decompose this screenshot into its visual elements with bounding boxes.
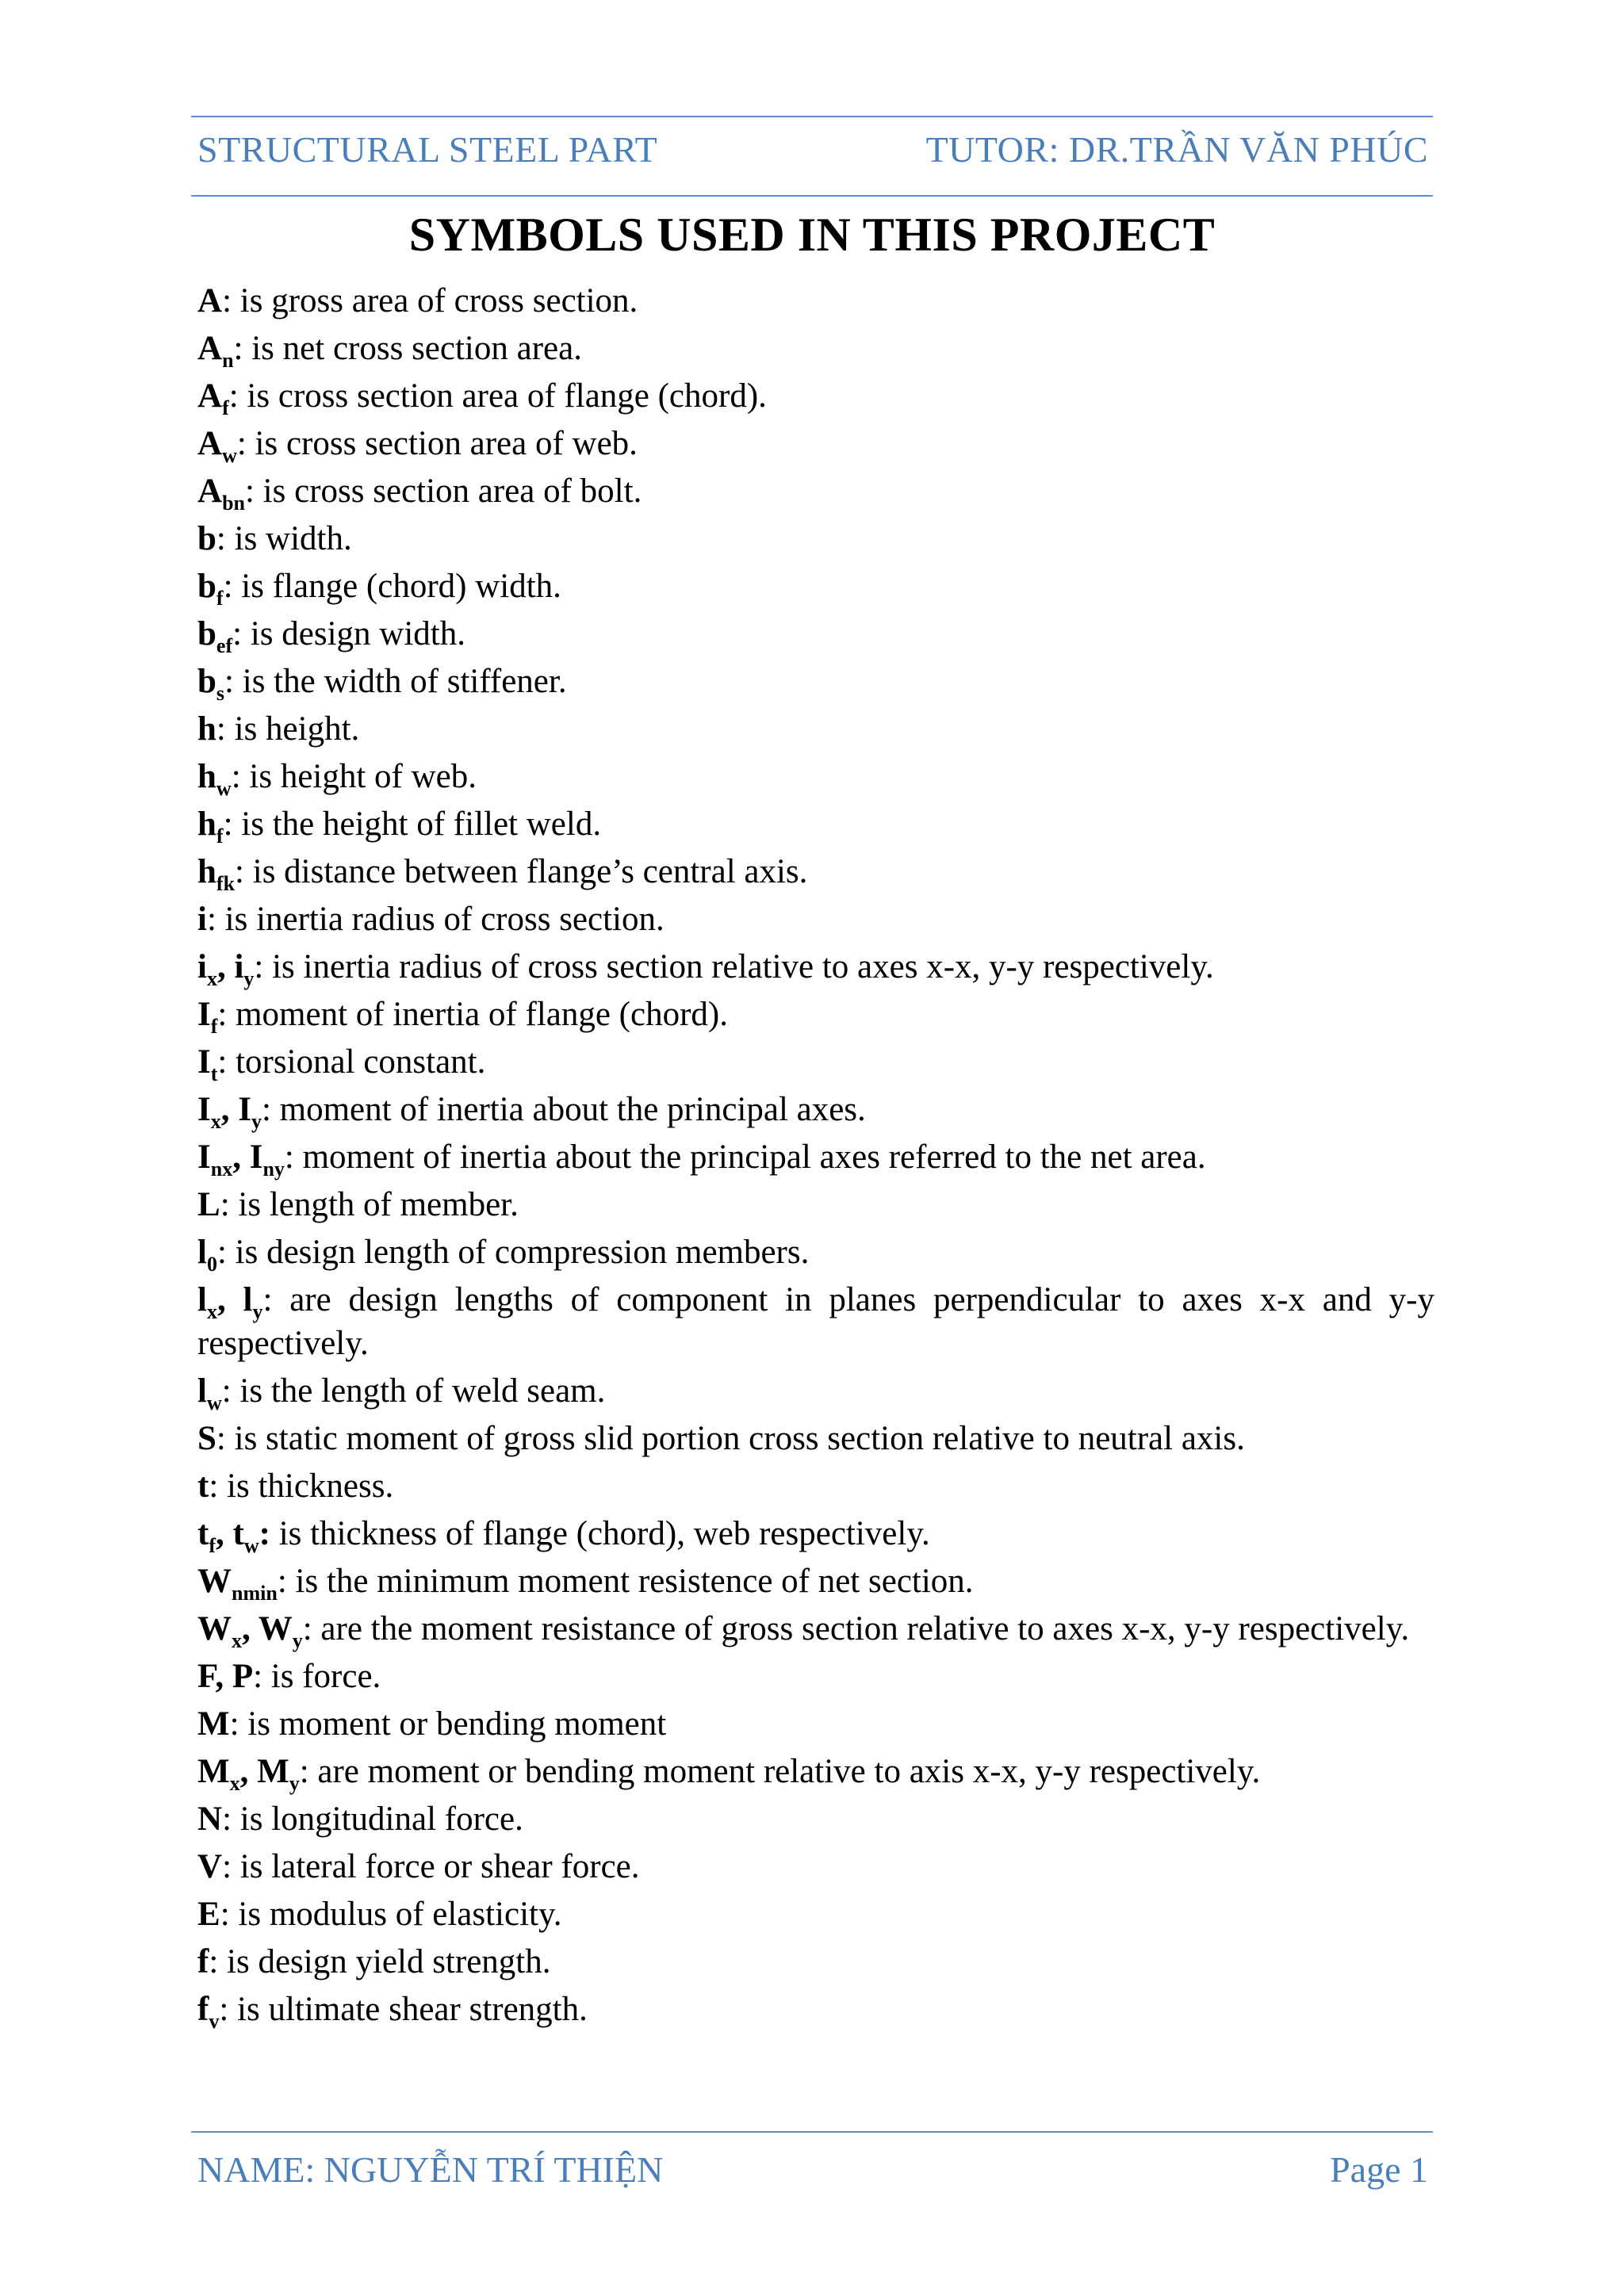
symbol-base: h [197, 853, 216, 890]
symbol-subscript: f [209, 1534, 216, 1557]
symbol-entry-tf-tw [197, 1512, 1434, 1556]
symbol-entry-l0 [197, 1230, 1434, 1274]
symbol-subscript: nmin [232, 1582, 278, 1605]
symbol-term [197, 1281, 263, 1323]
symbol-term [197, 758, 232, 800]
symbol-term [197, 1848, 222, 1885]
symbol-description: : are the moment resistance of gross section relative to axes x-x, y-y respectively. [302, 1610, 1410, 1647]
symbol-entry-E [197, 1892, 1434, 1936]
symbol-term [197, 425, 237, 467]
symbol-entry-Wnmin [197, 1559, 1434, 1603]
symbol-term [197, 948, 255, 990]
symbol-base: b [197, 615, 216, 652]
symbol-term [197, 520, 216, 557]
symbol-entry-t [197, 1464, 1434, 1508]
symbol-base: , l [216, 1281, 253, 1318]
symbol-subscript: f [216, 825, 224, 848]
symbol-base: h [197, 806, 216, 843]
symbol-base: l [197, 1372, 207, 1410]
symbol-base: I [197, 1043, 211, 1081]
symbol-description: : are moment or bending moment relative to axis x-x, y-y respectively. [299, 1753, 1261, 1790]
symbol-base: S [197, 1420, 216, 1457]
symbol-base: , I [232, 1138, 263, 1176]
symbol-description: : moment of inertia about the principal axes referred to the net area. [284, 1138, 1206, 1176]
symbol-subscript: x [232, 1629, 242, 1652]
symbol-description: : is design width. [232, 615, 465, 652]
symbol-base: i [197, 948, 207, 985]
symbol-base: h [197, 710, 216, 748]
symbol-base: E [197, 1896, 220, 1933]
symbol-base: N [197, 1800, 223, 1838]
symbol-entry-h [197, 707, 1434, 751]
symbol-subscript: y [292, 1629, 303, 1652]
symbol-base: A [197, 377, 223, 415]
symbol-subscript: w [206, 1391, 222, 1414]
symbol-entry-S [197, 1417, 1434, 1460]
header-top-rule [191, 116, 1433, 117]
symbol-base: V [197, 1848, 223, 1885]
symbol-entry-L [197, 1183, 1434, 1226]
symbol-entry-bef [197, 612, 1434, 656]
symbol-term [197, 282, 222, 320]
symbol-base: M [197, 1753, 230, 1790]
symbol-description: : moment of inertia about the principal axes. [261, 1091, 866, 1128]
symbol-subscript: x [206, 1300, 217, 1323]
symbol-description: : is cross section area of flange (chord). [228, 377, 767, 415]
symbol-base: l [197, 1281, 207, 1318]
symbol-term [197, 1800, 222, 1838]
symbol-term [197, 1658, 253, 1695]
symbol-subscript: t [210, 1062, 218, 1085]
symbol-entry-fv [197, 1988, 1434, 2031]
symbol-base: t [197, 1468, 209, 1505]
symbol-description: : is force. [253, 1658, 381, 1695]
symbol-term [197, 1991, 220, 2033]
symbol-description: : is the height of fillet weld. [223, 806, 602, 843]
symbol-description: : is longitudinal force. [222, 1800, 523, 1838]
symbol-subscript: w [222, 444, 237, 467]
symbol-term [197, 1043, 218, 1085]
header-tutor: TUTOR: DR.TRẦN VĂN PHÚC [925, 129, 1428, 170]
symbol-subscript: 0 [206, 1253, 217, 1276]
symbol-entry-V [197, 1845, 1434, 1888]
symbol-entry-It [197, 1040, 1434, 1084]
symbol-term [197, 710, 216, 748]
symbol-base: l [197, 1234, 207, 1271]
symbol-term [197, 377, 229, 419]
symbol-entry-Inx-Iny [197, 1135, 1434, 1179]
symbol-entry-hw [197, 755, 1434, 798]
symbol-entry-b [197, 517, 1434, 561]
symbol-entry-N [197, 1797, 1434, 1841]
symbol-entry-f [197, 1940, 1434, 1984]
symbol-subscript: ny [262, 1158, 285, 1181]
symbol-term [197, 1420, 216, 1457]
page-header [197, 128, 1428, 170]
symbol-description: : is gross area of cross section. [222, 282, 638, 320]
symbol-description: : is the minimum moment resistence of net section. [277, 1563, 974, 1600]
symbol-term [197, 1753, 300, 1795]
symbol-base: A [197, 330, 223, 367]
symbol-base: I [197, 996, 211, 1033]
symbol-description: : is height. [216, 710, 360, 748]
symbol-base: , I [220, 1091, 251, 1128]
symbol-entry-i [197, 897, 1434, 941]
symbol-term [197, 996, 218, 1038]
symbol-subscript: x [206, 967, 217, 990]
symbol-base: b [197, 663, 216, 700]
symbol-entry-Af [197, 374, 1434, 418]
symbol-base: f [197, 1991, 209, 2028]
symbol-base: L [197, 1186, 220, 1223]
symbol-base: b [197, 568, 216, 605]
symbol-term [197, 1610, 303, 1652]
symbol-description: : is thickness. [209, 1468, 394, 1505]
footer-student-name: NAME: NGUYỄN TRÍ THIỆN [197, 2149, 664, 2190]
symbol-subscript: ef [216, 634, 233, 657]
symbol-entry-Aw [197, 422, 1434, 465]
symbol-description: : is the width of stiffener. [224, 663, 567, 700]
symbol-base: I [197, 1138, 211, 1176]
symbol-term [197, 473, 245, 515]
symbol-base: W [197, 1610, 232, 1647]
footer-rule [191, 2131, 1433, 2133]
symbol-description: : is design yield strength. [209, 1943, 551, 1980]
symbol-description: : is cross section area of web. [236, 425, 638, 462]
symbol-description: : is net cross section area. [233, 330, 582, 367]
symbol-base: W [197, 1563, 232, 1600]
symbol-description: : is height of web. [231, 758, 477, 795]
symbol-term [197, 1943, 209, 1980]
symbol-entry-lw [197, 1369, 1434, 1413]
symbol-base: b [197, 520, 216, 557]
symbol-entry-If [197, 993, 1434, 1036]
symbol-description: : is length of member. [220, 1186, 519, 1223]
symbol-entry-hf [197, 802, 1434, 846]
symbol-term [197, 1468, 209, 1505]
symbol-term [197, 1186, 220, 1223]
symbol-subscript: y [289, 1772, 300, 1795]
symbol-base: : [259, 1515, 270, 1552]
symbol-subscript: s [216, 682, 225, 705]
symbol-description: : is design length of compression members. [216, 1234, 810, 1271]
symbol-description: : is the length of weld seam. [221, 1372, 606, 1410]
symbol-term [197, 1896, 220, 1933]
symbol-term [197, 853, 236, 895]
symbol-base: I [197, 1091, 211, 1128]
symbol-base: , W [242, 1610, 293, 1647]
symbol-base: A [197, 282, 223, 320]
symbol-subscript: fk [216, 872, 236, 895]
symbol-term [197, 330, 234, 372]
symbol-subscript: x [210, 1110, 221, 1133]
symbol-subscript: nx [210, 1158, 233, 1181]
symbol-subscript: y [251, 1110, 262, 1133]
symbol-term [197, 1563, 278, 1605]
symbol-description: : is moment or bending moment [229, 1705, 667, 1743]
header-bottom-rule [191, 195, 1433, 197]
symbol-subscript: f [222, 396, 229, 419]
symbol-term [197, 1234, 217, 1276]
symbol-term [197, 1515, 270, 1557]
symbol-base: h [197, 758, 216, 795]
symbol-term [197, 901, 207, 938]
symbol-term [197, 806, 224, 848]
symbol-entry-ix-iy [197, 945, 1434, 989]
symbol-description: : is lateral force or shear force. [222, 1848, 640, 1885]
footer-page-number: Page 1 [1330, 2149, 1428, 2190]
symbol-base: F, P [197, 1658, 254, 1695]
symbol-entry-Mx-My [197, 1750, 1434, 1793]
symbol-entry-An [197, 327, 1434, 370]
symbol-base: M [197, 1705, 230, 1743]
symbol-base: , M [239, 1753, 289, 1790]
symbol-description: : is modulus of elasticity. [220, 1896, 562, 1933]
symbol-base: f [197, 1943, 209, 1980]
symbol-base: A [197, 425, 223, 462]
symbol-description: : is inertia radius of cross section. [206, 901, 665, 938]
symbol-entry-Ix-Iy [197, 1088, 1434, 1131]
symbol-entry-F-P [197, 1655, 1434, 1698]
symbol-description: : is width. [216, 520, 352, 557]
symbol-subscript: bn [222, 492, 245, 515]
symbol-subscript: v [209, 2010, 220, 2033]
symbol-term [197, 1705, 230, 1743]
symbol-description: : is static moment of gross slid portion cross section relative to neutral axis. [216, 1420, 1245, 1457]
symbol-subscript: y [243, 967, 255, 990]
symbol-entry-Abn [197, 469, 1434, 513]
symbol-entry-bs [197, 660, 1434, 703]
symbol-entry-hfk [197, 850, 1434, 894]
symbol-subscript: n [222, 349, 234, 372]
symbol-description: : are design lengths of component in planes perpendicular to axes x-x and y-y respectively. [197, 1281, 1434, 1362]
symbol-subscript: w [216, 777, 232, 800]
symbol-description: : is inertia radius of cross section relative to axes x-x, y-y respectively. [254, 948, 1214, 985]
symbol-entry-bf [197, 564, 1434, 608]
symbol-base: t [197, 1515, 209, 1552]
symbol-base: A [197, 473, 223, 510]
symbol-description: : is ultimate shear strength. [219, 1991, 588, 2028]
symbol-description: : is distance between flange’s central axis. [235, 853, 808, 890]
symbol-description: : torsional constant. [217, 1043, 486, 1081]
symbol-entry-A [197, 279, 1434, 323]
symbol-subscript: y [252, 1300, 263, 1323]
symbol-description: : moment of inertia of flange (chord). [217, 996, 728, 1033]
symbol-term [197, 615, 233, 657]
symbol-description: is thickness of flange (chord), web respectively. [270, 1515, 930, 1552]
symbol-subscript: w [243, 1534, 259, 1557]
symbol-term [197, 568, 224, 610]
symbol-entry-lx-ly [197, 1278, 1434, 1365]
symbol-term [197, 1138, 285, 1181]
symbol-base: , t [216, 1515, 244, 1552]
symbol-subscript: f [216, 587, 224, 610]
symbol-subscript: f [210, 1015, 218, 1038]
symbol-description: : is cross section area of bolt. [244, 473, 642, 510]
page-title: SYMBOLS USED IN THIS PROJECT [408, 209, 1216, 261]
symbol-term [197, 663, 225, 705]
symbol-base: i [197, 901, 207, 938]
symbol-base: , i [216, 948, 244, 985]
header-course-title: STRUCTURAL STEEL PART [197, 129, 658, 170]
symbol-term [197, 1091, 262, 1133]
symbol-entry-M [197, 1702, 1434, 1746]
symbol-subscript: x [229, 1772, 240, 1795]
symbol-term [197, 1372, 222, 1414]
page-footer [197, 2149, 1428, 2191]
symbol-entry-Wx-Wy [197, 1607, 1434, 1651]
symbol-description: : is flange (chord) width. [223, 568, 561, 605]
symbol-list [197, 279, 1434, 2035]
